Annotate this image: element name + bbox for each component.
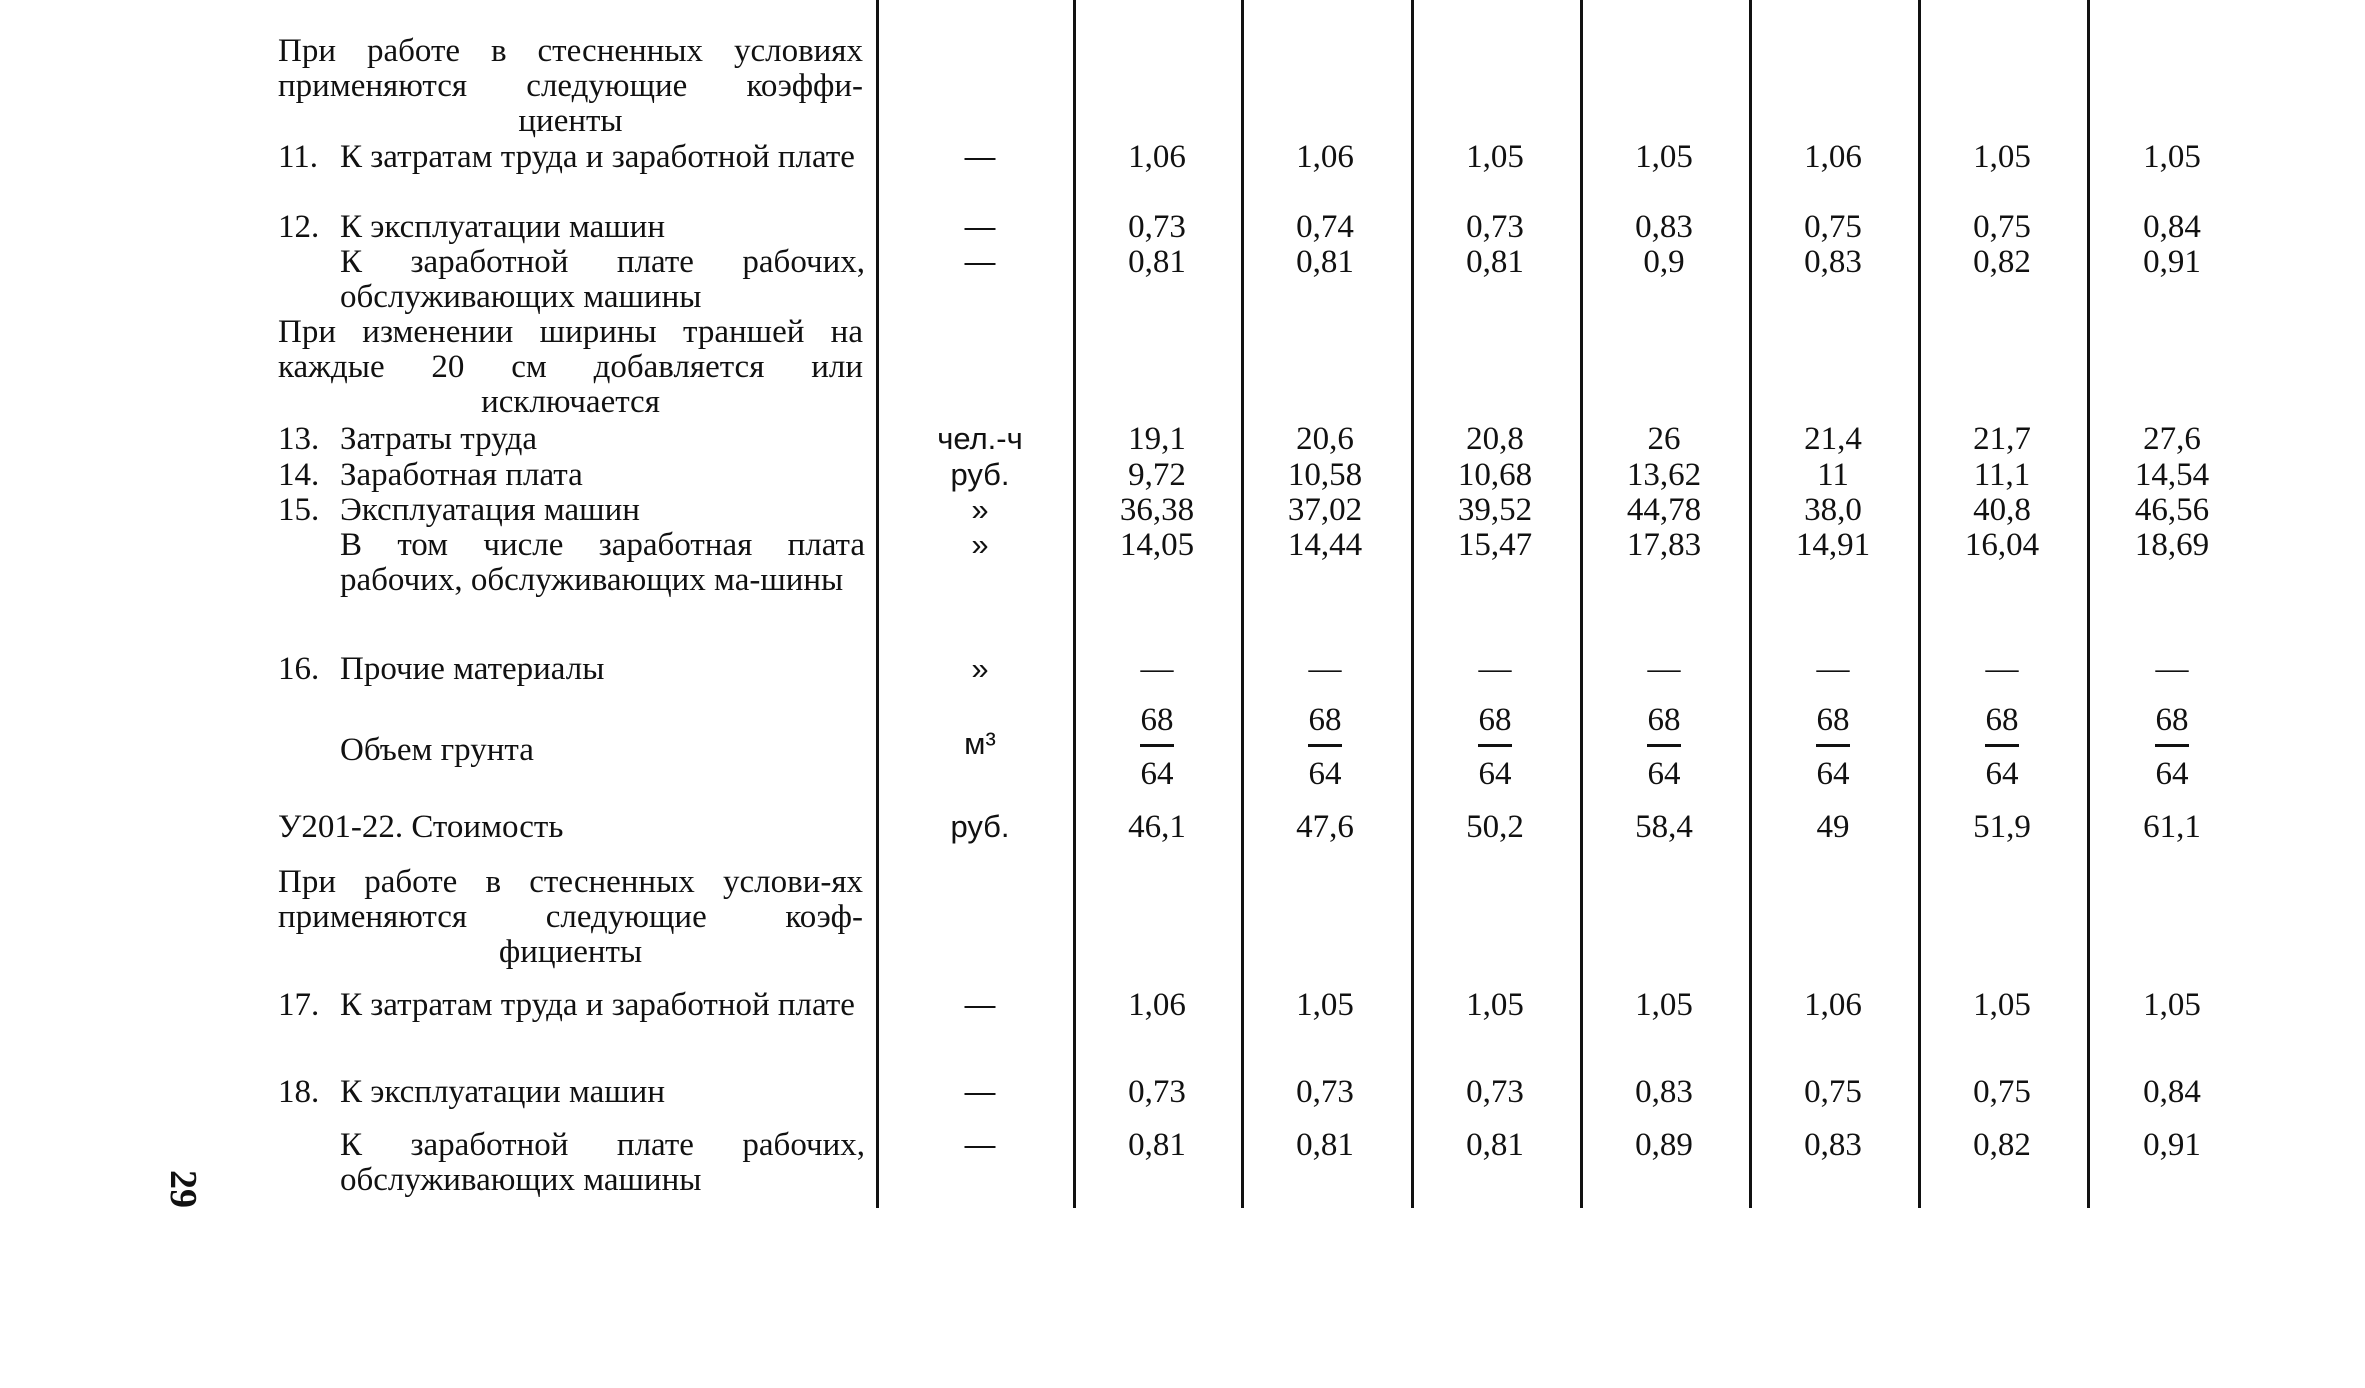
value-cell: 0,83 [1804,1127,1862,1163]
value-cell: 13,62 [1626,457,1702,493]
unit-cell: — [964,987,996,1022]
value-cell: 1,06 [1128,987,1186,1023]
value-cell: 20,6 [1296,421,1354,457]
value-cell: — [2155,651,2189,687]
value-cell: 46,1 [1128,809,1186,845]
value-cell: 1,05 [1973,139,2031,175]
value-cell: 61,1 [2143,809,2201,845]
fraction-denominator: 64 [2155,756,2189,792]
column-rule [2087,0,2090,1208]
value-cell: 0,81 [1128,1127,1186,1163]
value-cell: 21,7 [1973,421,2031,457]
unit-cell: руб. [950,809,1010,844]
section-note: При работе в стесненных условиях применяются следующие коэффи-циенты [278,33,863,139]
value-cell: 1,05 [1635,987,1693,1023]
value-cell: 0,74 [1296,209,1354,245]
value-cell: 0,91 [2143,1127,2201,1163]
value-cell: 17,83 [1626,527,1702,563]
fraction-bar [1816,744,1850,747]
fraction-numerator: 68 [2155,702,2189,738]
value-cell: 44,78 [1626,492,1702,528]
unit-cell: — [964,139,996,174]
row-label: Объем грунта [340,732,534,768]
value-cell: 14,05 [1119,527,1195,563]
column-rule [876,0,879,1208]
value-cell: 26 [1647,421,1681,457]
value-cell: 0,75 [1804,209,1862,245]
value-cell: 49 [1816,809,1850,845]
row-number: 13. [278,421,320,457]
value-cell: 1,06 [1128,139,1186,175]
value-cell: 46,56 [2134,492,2210,528]
column-rule [1580,0,1583,1208]
fraction-denominator: 64 [1647,756,1681,792]
value-cell: 1,05 [1635,139,1693,175]
value-cell: 0,83 [1635,1074,1693,1110]
row-number: 14. [278,457,320,493]
value-cell: — [1816,651,1850,687]
value-cell: 40,8 [1973,492,2031,528]
unit-cell: м³ [964,726,996,761]
unit-cell: — [964,209,996,244]
fraction-bar [1140,744,1174,747]
value-cell: 1,06 [1296,139,1354,175]
value-cell: 1,05 [1973,987,2031,1023]
unit-cell: руб. [950,457,1010,492]
row-label: В том числе заработная плата рабочих, обслуживающих ма-шины [340,527,865,598]
value-cell: 0,84 [2143,209,2201,245]
value-cell: 19,1 [1128,421,1186,457]
value-cell: 11 [1817,457,1849,493]
value-cell: — [1985,651,2019,687]
value-cell: 0,83 [1635,209,1693,245]
column-rule [1411,0,1414,1208]
row-label: К заработной плате рабочих, обслуживающих машины [340,1127,865,1198]
value-cell: 38,0 [1804,492,1862,528]
column-rule [1918,0,1921,1208]
value-cell: 1,06 [1804,139,1862,175]
value-cell: 0,75 [1973,1074,2031,1110]
row-label: К затратам труда и заработной плате [340,139,855,175]
row-label: К эксплуатации машин [340,1074,666,1110]
unit-cell: — [964,244,996,279]
value-cell: 15,47 [1457,527,1533,563]
unit-cell: » [971,492,989,527]
row-number: 18. [278,1074,320,1110]
value-cell: — [1478,651,1512,687]
unit-cell: — [964,1127,996,1162]
row-number: 16. [278,651,320,687]
row-label: К затратам труда и заработной плате [340,987,855,1023]
value-cell: 9,72 [1128,457,1186,493]
value-cell: — [1140,651,1174,687]
row-label: Затраты труда [340,421,538,457]
value-cell: 36,38 [1119,492,1195,528]
value-cell: 0,82 [1973,244,2031,280]
value-cell: 27,6 [2143,421,2201,457]
value-cell: 0,82 [1973,1127,2031,1163]
value-cell: 16,04 [1964,527,2040,563]
value-cell: 14,44 [1287,527,1363,563]
page-number: 29 [162,1170,204,1208]
fraction-denominator: 64 [1478,756,1512,792]
row-number: 12. [278,209,320,245]
unit-cell: чел.-ч [937,421,1023,456]
value-cell: 20,8 [1466,421,1524,457]
section-note: При работе в стесненных услови-ях применяются следующие коэф-фициенты [278,864,863,970]
section-note: При изменении ширины траншей на каждые 20 см добавляется или исключается [278,314,863,420]
fraction-bar [1478,744,1512,747]
row-label: К эксплуатации машин [340,209,666,245]
value-cell: 0,84 [2143,1074,2201,1110]
row-number: 11. [278,139,319,175]
value-cell: 10,58 [1287,457,1363,493]
value-cell: — [1308,651,1342,687]
value-cell: 0,73 [1128,1074,1186,1110]
unit-cell: » [971,527,989,562]
column-rule [1073,0,1076,1208]
fraction-bar [2155,744,2189,747]
value-cell: 1,05 [2143,139,2201,175]
row-label: Эксплуатация машин [340,492,640,528]
value-cell: 47,6 [1296,809,1354,845]
value-cell: 0,81 [1296,244,1354,280]
value-cell: 0,75 [1973,209,2031,245]
fraction-bar [1308,744,1342,747]
value-cell: 37,02 [1287,492,1363,528]
fraction-denominator: 64 [1140,756,1174,792]
value-cell: 0,81 [1466,1127,1524,1163]
fraction-denominator: 64 [1308,756,1342,792]
value-cell: 0,91 [2143,244,2201,280]
value-cell: 0,73 [1466,1074,1524,1110]
value-cell: 58,4 [1635,809,1693,845]
row-label: Заработная плата [340,457,583,493]
fraction-numerator: 68 [1647,702,1681,738]
value-cell: 0,89 [1635,1127,1693,1163]
value-cell: 1,05 [2143,987,2201,1023]
row-number: 15. [278,492,320,528]
value-cell: 39,52 [1457,492,1533,528]
value-cell: — [1647,651,1681,687]
value-cell: 0,81 [1466,244,1524,280]
value-cell: 0,75 [1804,1074,1862,1110]
column-rule [1241,0,1244,1208]
fraction-numerator: 68 [1985,702,2019,738]
unit-cell: » [971,651,989,686]
value-cell: 14,54 [2134,457,2210,493]
value-cell: 0,81 [1128,244,1186,280]
fraction-numerator: 68 [1308,702,1342,738]
value-cell: 11,1 [1973,457,2031,493]
value-cell: 21,4 [1804,421,1862,457]
row-label: У201-22. Стоимость [278,809,564,845]
value-cell: 18,69 [2134,527,2210,563]
value-cell: 10,68 [1457,457,1533,493]
value-cell: 51,9 [1973,809,2031,845]
value-cell: 0,73 [1128,209,1186,245]
fraction-numerator: 68 [1816,702,1850,738]
value-cell: 1,05 [1466,139,1524,175]
column-rule [1749,0,1752,1208]
value-cell: 50,2 [1466,809,1524,845]
value-cell: 14,91 [1795,527,1871,563]
value-cell: 0,83 [1804,244,1862,280]
value-cell: 0,9 [1643,244,1685,280]
fraction-denominator: 64 [1816,756,1850,792]
fraction-numerator: 68 [1140,702,1174,738]
fraction-denominator: 64 [1985,756,2019,792]
fraction-numerator: 68 [1478,702,1512,738]
value-cell: 1,05 [1296,987,1354,1023]
row-number: 17. [278,987,320,1023]
fraction-bar [1985,744,2019,747]
value-cell: 0,73 [1466,209,1524,245]
row-label: Прочие материалы [340,651,605,687]
value-cell: 0,81 [1296,1127,1354,1163]
value-cell: 1,06 [1804,987,1862,1023]
value-cell: 1,05 [1466,987,1524,1023]
unit-cell: — [964,1074,996,1109]
row-label: К заработной плате рабочих, обслуживающих машины [340,244,865,315]
value-cell: 0,73 [1296,1074,1354,1110]
fraction-bar [1647,744,1681,747]
